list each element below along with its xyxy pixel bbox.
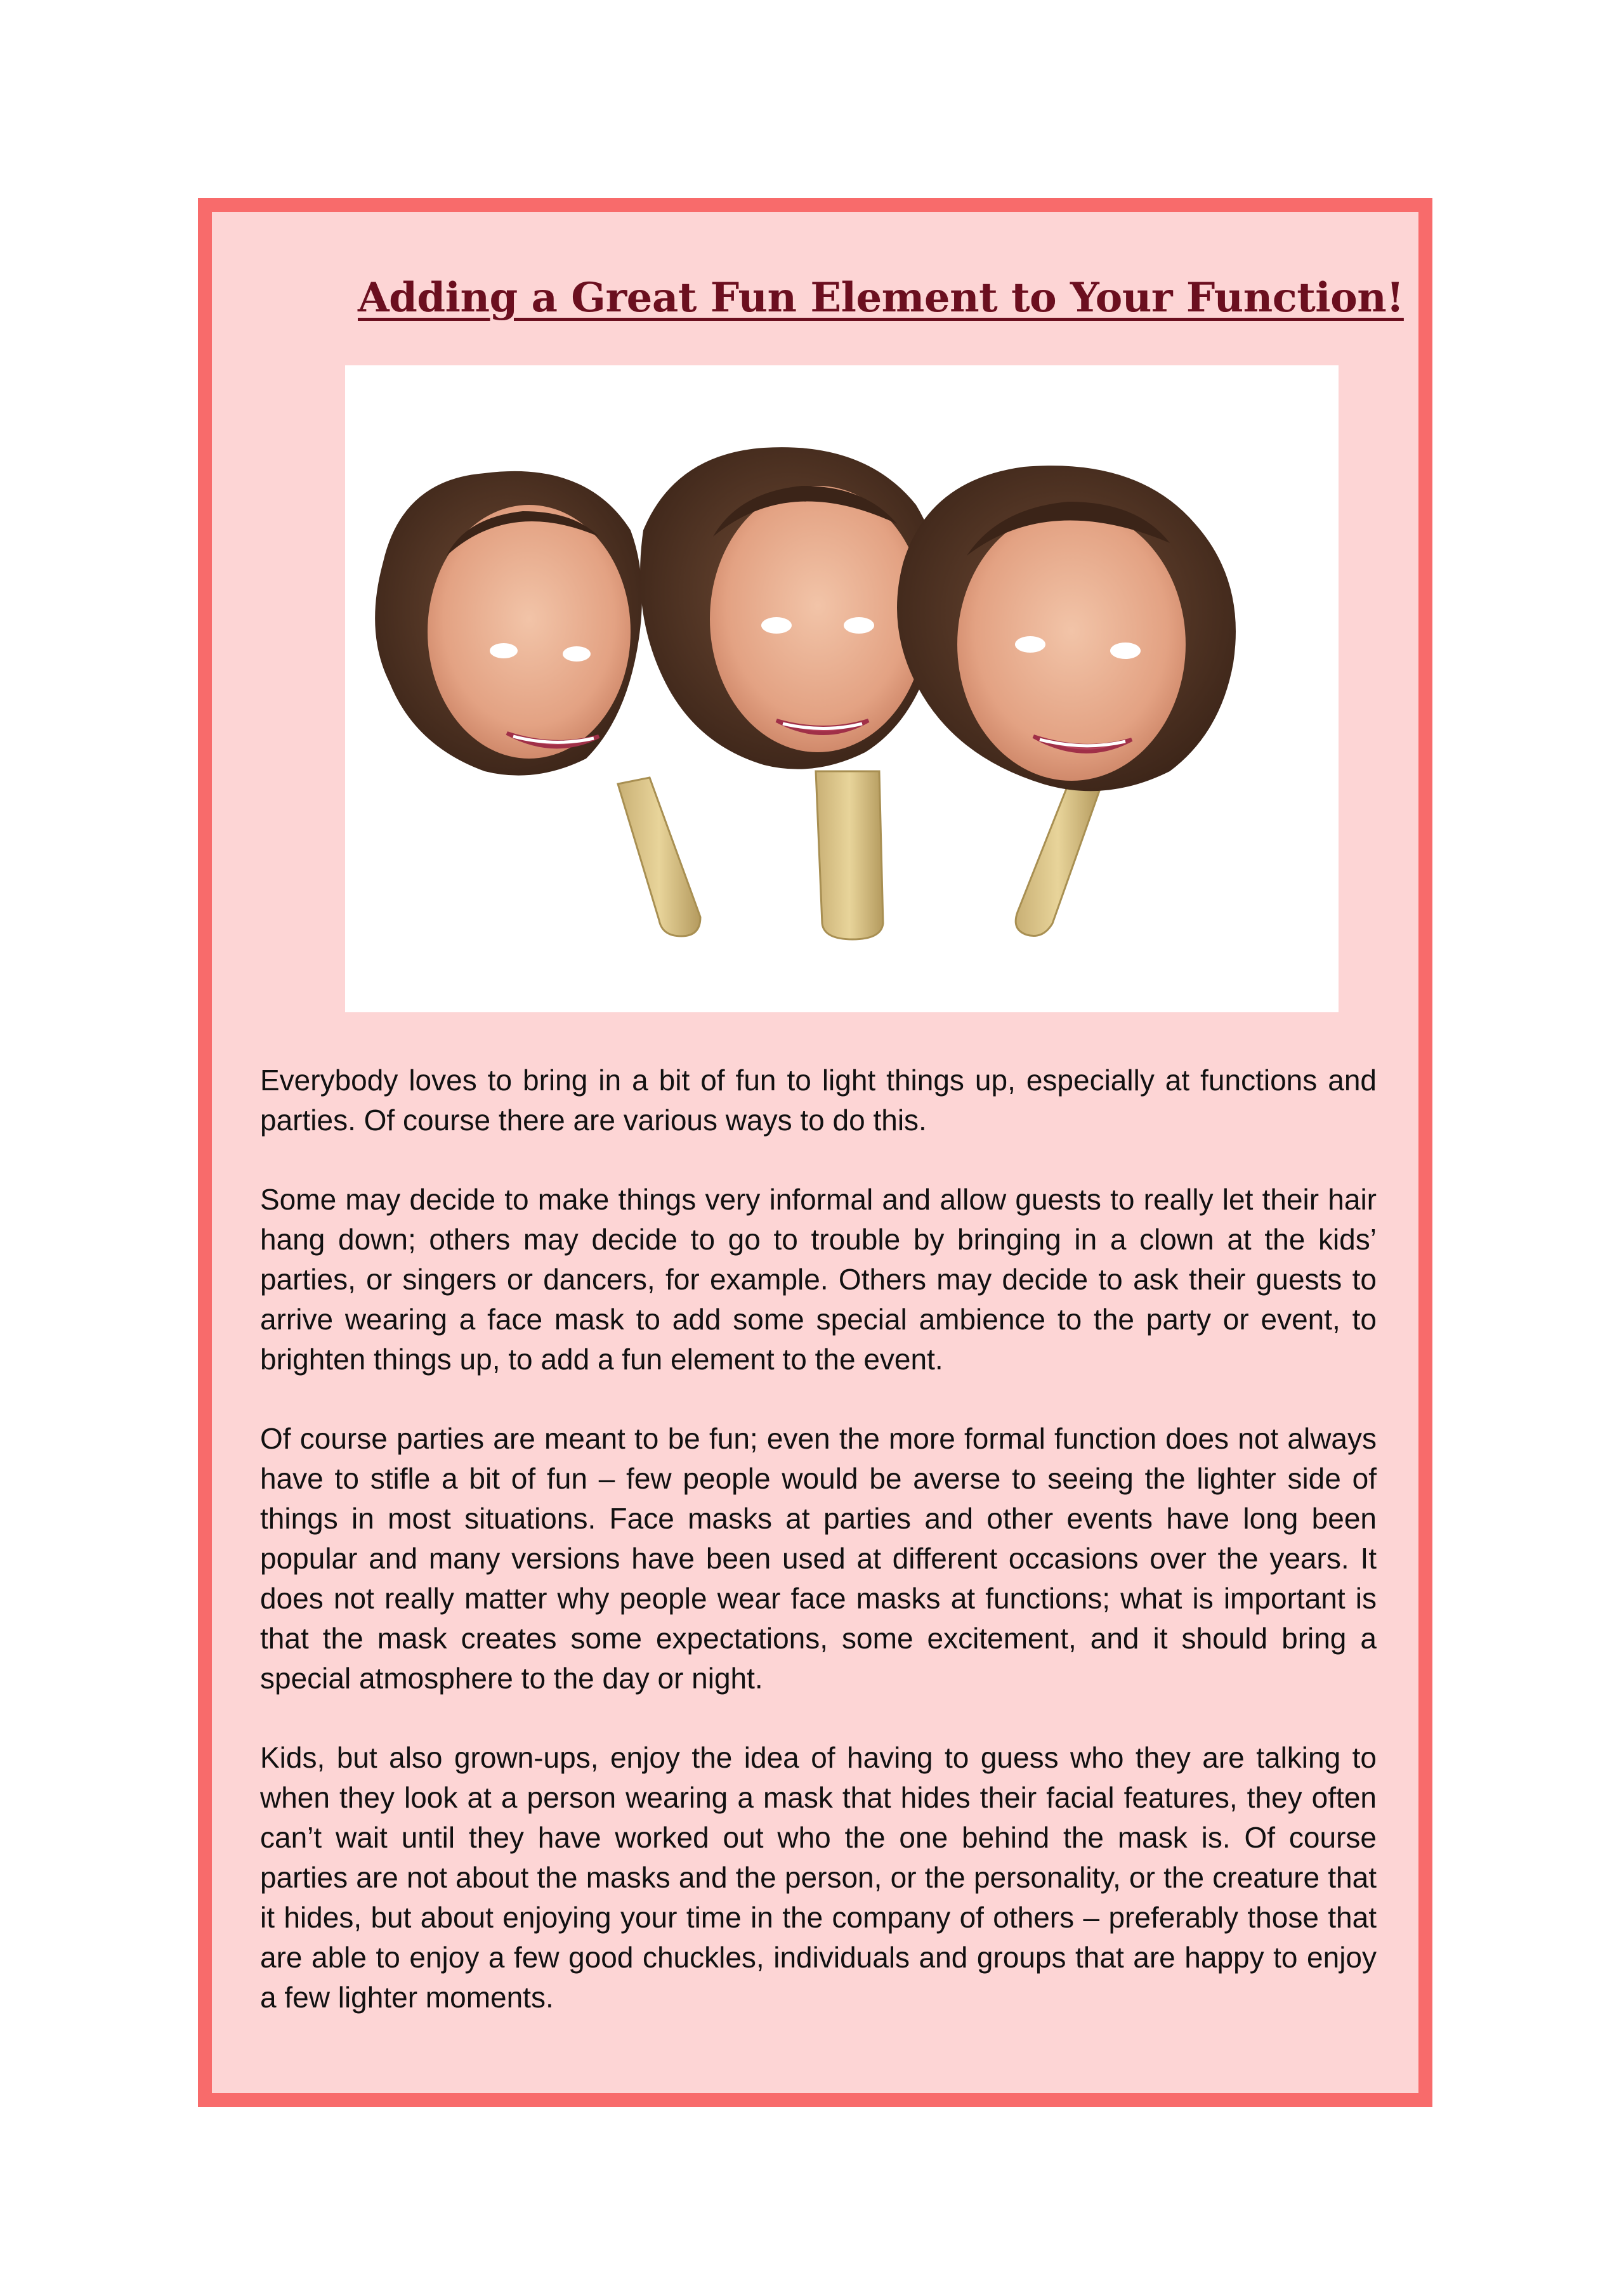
paragraph-3: Of course parties are meant to be fun; even the more formal function does not always have to stifle a bit of fun – few people would be averse to seeing the lighter side of things in most situations. Face masks at parties and other events have long been popular and many versions have been used at different occasions over the years. It does not really matter why people wear face masks at functions; what is important is that the mask creates some expectations, some excitement, and it should bring a special atmosphere to the day or night.	[260, 1422, 1377, 1695]
paragraph-2: Some may decide to make things very informal and allow guests to really let their hair hang down; others may decide to go to trouble by bringing in a clown at the kids’ parties, or singers or dancers, for example. Others may decide to ask their guests to arrive wearing a face mask to add some special ambience to the party or event, to brighten things up, to add a fun element to the event.	[260, 1183, 1377, 1376]
paragraph-4: Kids, but also grown-ups, enjoy the idea of having to guess who they are talking to when they look at a person wearing a mask that hides their facial features, they often can’t wait until they have worked out who the one behind the mask is. Of course parties are not about the masks and the person, or the personality, or the creature that it hides, but about enjoying your time in the company of others – preferably those that are able to enjoy a few good chuckles, individuals and groups that are happy to enjoy a few lighter moments.	[260, 1741, 1377, 2014]
face-middle	[640, 447, 941, 769]
face-mask-on-sticks-image	[345, 365, 1339, 1012]
stick-middle	[816, 771, 883, 939]
face-left	[375, 471, 642, 776]
page-frame	[198, 198, 1432, 2107]
article-body	[260, 1060, 1377, 2057]
stick-left	[618, 778, 700, 936]
face-right	[897, 466, 1236, 791]
face-mask-image	[345, 365, 1339, 1012]
paragraph-1: Everybody loves to bring in a bit of fun to light things up, especially at functions and parties. Of course there are various ways to do this.	[260, 1064, 1377, 1137]
stick-right	[1016, 784, 1100, 936]
page-title: Adding a Great Fun Element to Your Function!	[358, 274, 1404, 322]
